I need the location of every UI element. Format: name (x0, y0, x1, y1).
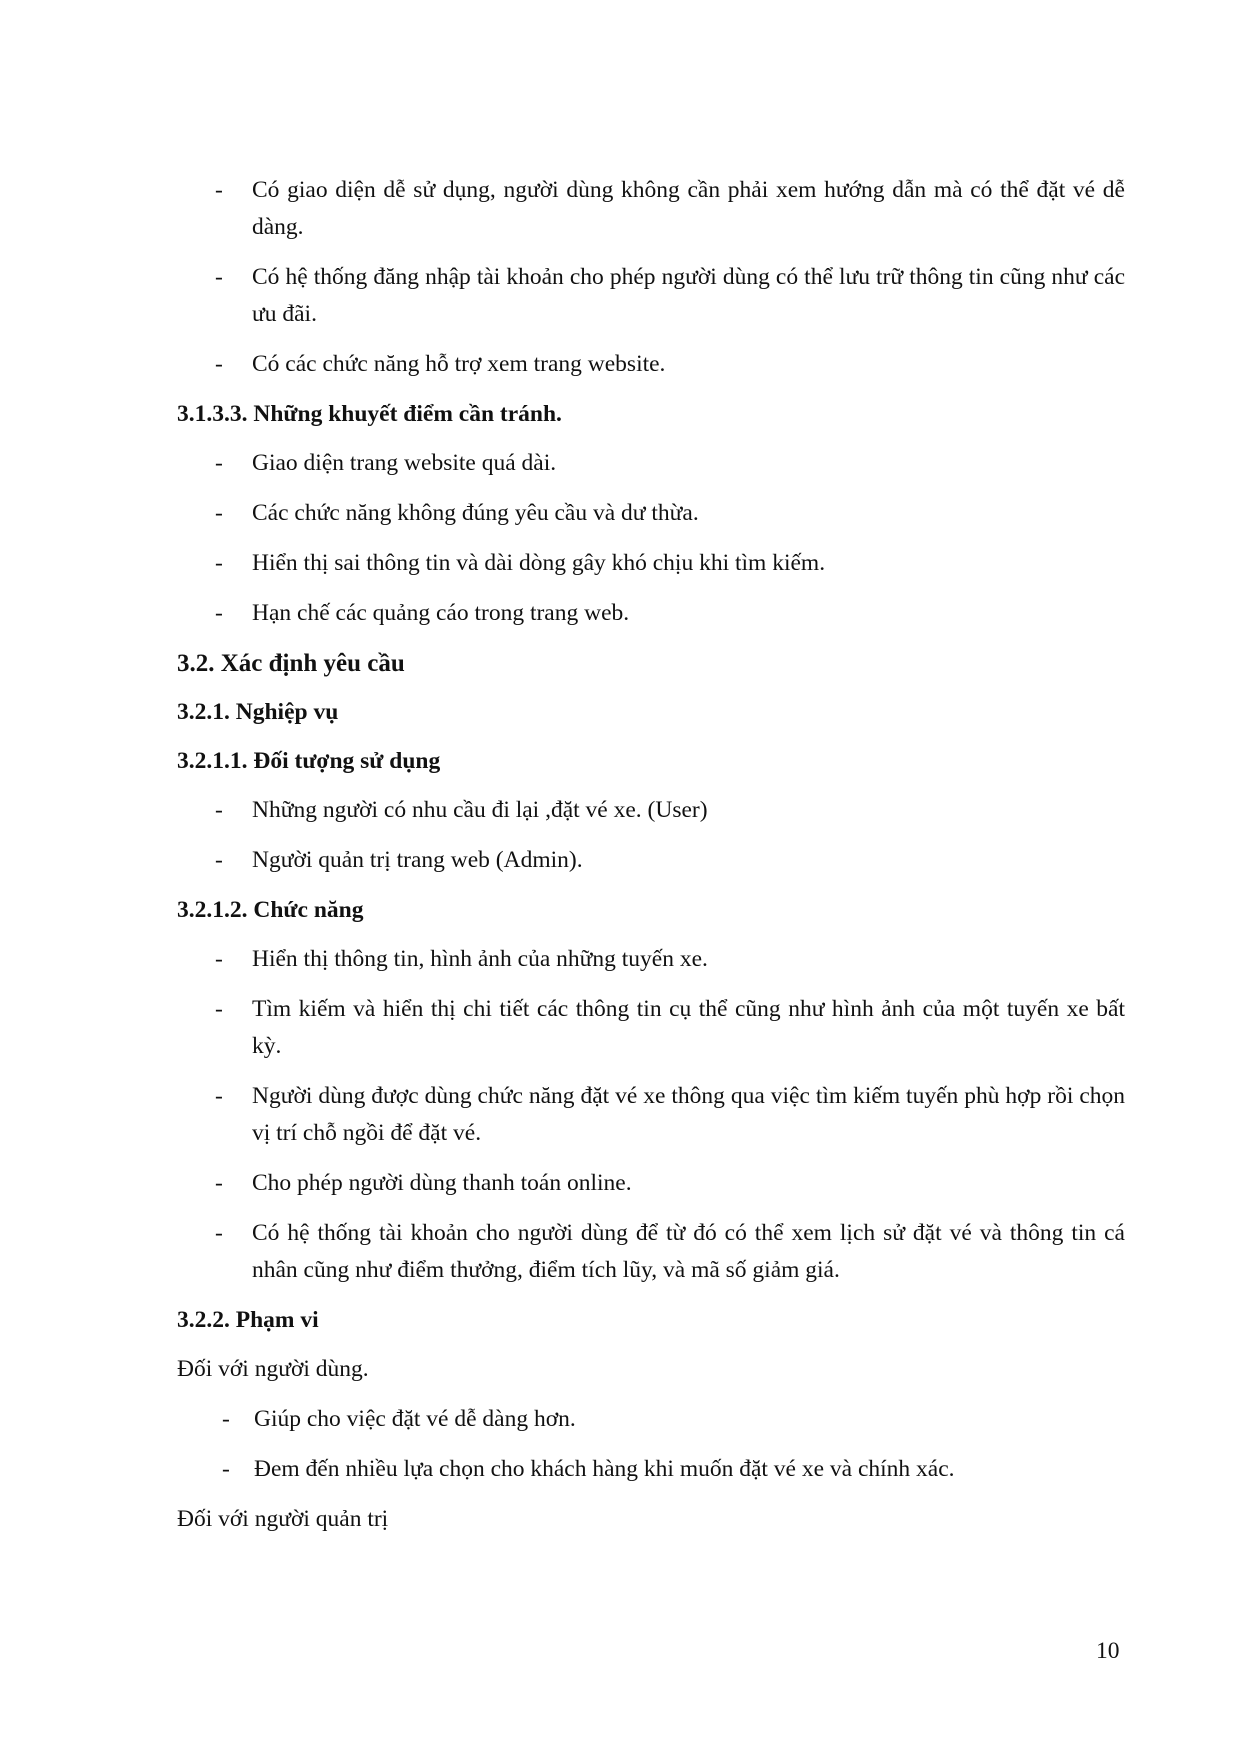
bullet-item (177, 1401, 1125, 1438)
bullet-item (177, 1451, 1125, 1488)
bullet-dash: - (215, 450, 223, 476)
bullet-dash: - (215, 797, 223, 823)
section-heading: 3.2. Xác định yêu cầu (177, 650, 405, 677)
paragraph: Đối với người dùng. (177, 1356, 369, 1382)
bullet-dash: - (215, 1170, 223, 1196)
bullet-item (177, 991, 1125, 1065)
bullet-item (177, 842, 1125, 879)
bullet-text: Có giao diện dễ sử dụng, người dùng không cần phải xem hướng dẫn mà có thể đặt vé dễ dàng. (252, 177, 1125, 240)
bullet-item (177, 346, 1125, 383)
bullet-dash: - (215, 500, 223, 526)
bullet-text: Giao diện trang website quá dài. (252, 450, 557, 476)
bullet-item (177, 172, 1125, 246)
bullet-item (177, 495, 1125, 532)
page-content (177, 172, 1125, 1551)
bullet-text: Giúp cho việc đặt vé dễ dàng hơn. (254, 1406, 576, 1432)
bullet-dash: - (215, 264, 223, 290)
bullet-dash: - (215, 351, 223, 377)
bullet-dash: - (215, 1220, 223, 1246)
subsubsection-heading: 3.2.1.2. Chức năng (177, 897, 364, 923)
bullet-text: Đem đến nhiều lựa chọn cho khách hàng khi muốn đặt vé xe và chính xác. (254, 1456, 955, 1482)
bullet-dash: - (215, 550, 223, 576)
bullet-text: Hạn chế các quảng cáo trong trang web. (252, 600, 630, 626)
subsection-heading: 3.2.1. Nghiệp vụ (177, 699, 339, 725)
bullet-text: Có hệ thống đăng nhập tài khoản cho phép người dùng có thể lưu trữ thông tin cũng như các ưu đãi. (252, 264, 1125, 327)
bullet-dash: - (222, 1406, 230, 1432)
section-heading: 3.1.3.3. Những khuyết điểm cần tránh. (177, 401, 562, 427)
page-number: 10 (1096, 1638, 1120, 1664)
subsubsection-heading: 3.2.1.1. Đối tượng sử dụng (177, 748, 441, 774)
bullet-text: Tìm kiếm và hiển thị chi tiết các thông tin cụ thể cũng như hình ảnh của một tuyến xe bất kỳ. (252, 996, 1125, 1059)
bullet-dash: - (215, 996, 223, 1022)
bullet-dash: - (215, 600, 223, 626)
bullet-dash: - (215, 1083, 223, 1109)
bullet-text: Hiển thị sai thông tin và dài dòng gây khó chịu khi tìm kiếm. (252, 550, 826, 576)
paragraph: Đối với người quản trị (177, 1506, 389, 1532)
bullet-dash: - (222, 1456, 230, 1482)
bullet-item (177, 445, 1125, 482)
bullet-text: Cho phép người dùng thanh toán online. (252, 1170, 632, 1196)
bullet-text: Hiển thị thông tin, hình ảnh của những tuyến xe. (252, 946, 708, 972)
bullet-item (177, 259, 1125, 333)
bullet-text: Những người có nhu cầu đi lại ,đặt vé xe. (User) (252, 797, 708, 823)
bullet-item (177, 941, 1125, 978)
bullet-item (177, 595, 1125, 632)
bullet-item (177, 1215, 1125, 1289)
bullet-dash: - (215, 847, 223, 873)
bullet-dash: - (215, 177, 223, 203)
bullet-item (177, 1078, 1125, 1152)
bullet-item (177, 1165, 1125, 1202)
bullet-item (177, 545, 1125, 582)
bullet-text: Người dùng được dùng chức năng đặt vé xe thông qua việc tìm kiếm tuyến phù hợp rồi chọn vị trí chỗ ngồi để đặt vé. (252, 1083, 1125, 1146)
bullet-text: Có hệ thống tài khoản cho người dùng để từ đó có thể xem lịch sử đặt vé và thông tin cá nhân cũng như điểm thưởng, điểm tích lũy, và mã số giảm giá. (252, 1220, 1125, 1283)
bullet-dash: - (215, 946, 223, 972)
subsection-heading: 3.2.2. Phạm vi (177, 1307, 319, 1333)
bullet-text: Người quản trị trang web (Admin). (252, 847, 583, 873)
bullet-text: Có các chức năng hỗ trợ xem trang website. (252, 351, 666, 377)
bullet-text: Các chức năng không đúng yêu cầu và dư thừa. (252, 500, 699, 526)
bullet-item (177, 792, 1125, 829)
